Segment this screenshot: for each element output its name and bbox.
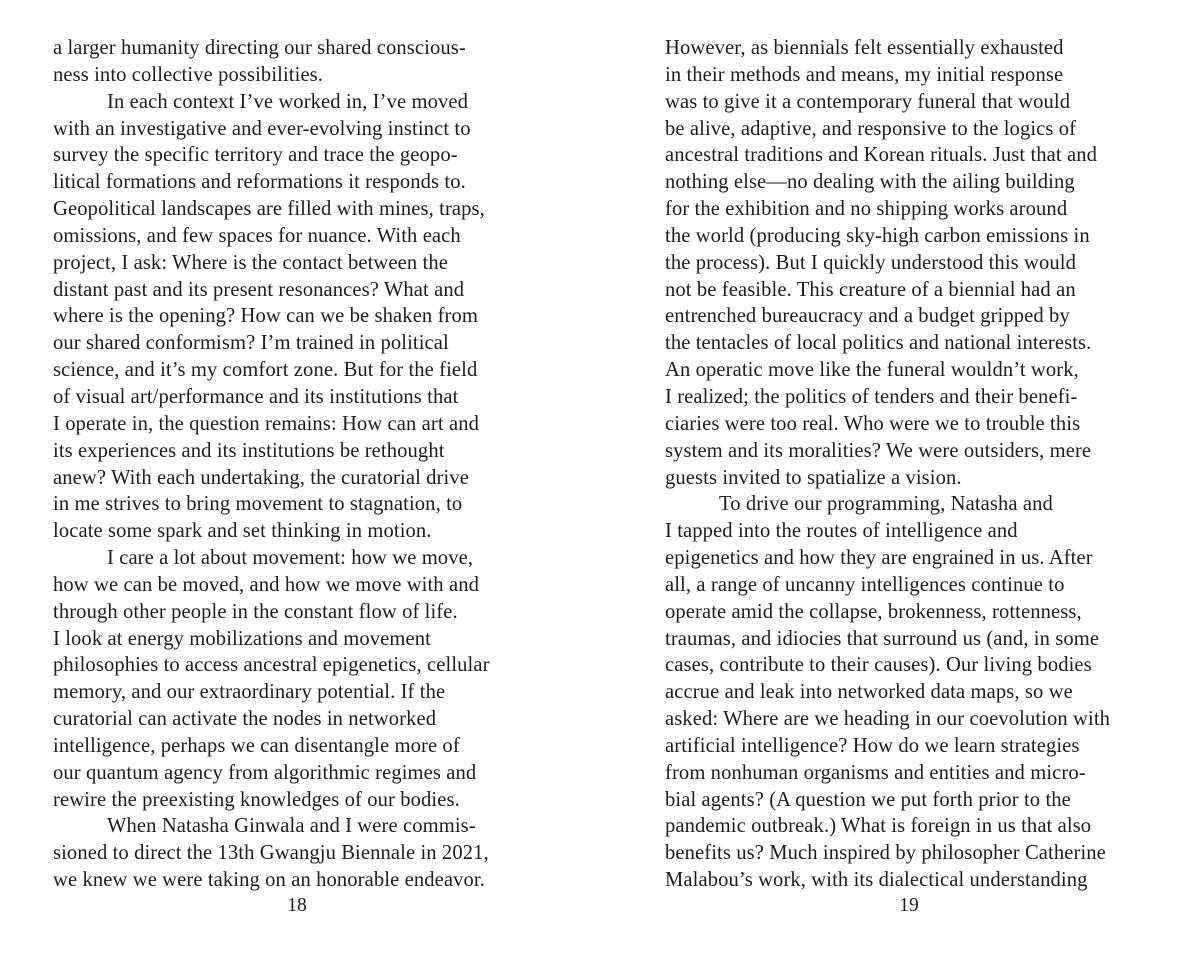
text-line: asked: Where are we heading in our coevolution with <box>665 708 1111 731</box>
text-line: where is the opening? How can we be shaken from <box>53 305 479 328</box>
text-line: omissions, and few spaces for nuance. With each <box>53 224 461 247</box>
page-number-right: 19 <box>899 895 919 916</box>
text-line: nothing else—no dealing with the ailing building <box>665 171 1075 194</box>
page-right-text-column <box>665 35 1153 894</box>
text-line: benefits us? Much inspired by philosopher Catherine <box>665 842 1106 865</box>
text-line: science, and it’s my comfort zone. But for the field <box>53 359 478 382</box>
text-line: entrenched bureaucracy and a budget gripped by <box>665 305 1070 328</box>
text-line: I realized; the politics of tenders and their benefi- <box>665 385 1078 408</box>
text-line: memory, and our extraordinary potential. If the <box>53 681 446 704</box>
text-line: litical formations and reformations it responds to. <box>53 171 466 194</box>
text-line: Malabou’s work, with its dialectical understanding <box>665 869 1088 892</box>
text-line: anew? With each undertaking, the curatorial drive <box>53 466 469 489</box>
text-line: project, I ask: Where is the contact between the <box>53 251 448 274</box>
text-line: the tentacles of local politics and national interests. <box>665 332 1092 355</box>
text-line: system and its moralities? We were outsiders, mere <box>665 439 1092 462</box>
text-line: operate amid the collapse, brokenness, rottenness, <box>665 600 1082 623</box>
text-line: the process). But I quickly understood this would <box>665 251 1077 274</box>
page-number-left: 18 <box>287 895 307 916</box>
page-left-text-column <box>53 35 541 894</box>
text-line: the world (producing sky-high carbon emissions in <box>665 224 1090 247</box>
text-line: our shared conformism? I’m trained in political <box>53 332 449 355</box>
text-line: from nonhuman organisms and entities and micro- <box>665 761 1086 784</box>
text-line: traumas, and idiocies that surround us (and, in some <box>665 627 1100 650</box>
text-line: our quantum agency from algorithmic regimes and <box>53 761 477 784</box>
text-line: Geopolitical landscapes are filled with mines, traps, <box>53 198 485 221</box>
text-line: curatorial can activate the nodes in networked <box>53 708 437 731</box>
text-line: epigenetics and how they are engrained in us. After <box>665 547 1093 570</box>
text-line: However, as biennials felt essentially exhausted <box>665 37 1064 59</box>
text-line: with an investigative and ever-evolving instinct to <box>53 117 471 140</box>
text-line: not be feasible. This creature of a biennial had an <box>665 278 1076 301</box>
text-line: in their methods and means, my initial response <box>665 63 1064 86</box>
text-line: I operate in, the question remains: How can art and <box>53 412 479 435</box>
text-line: To drive our programming, Natasha and <box>719 493 1053 516</box>
text-line: for the exhibition and no shipping works around <box>665 198 1068 221</box>
text-line: a larger humanity directing our shared conscious- <box>53 37 466 59</box>
text-line: artificial intelligence? How do we learn strategies <box>665 734 1080 757</box>
text-line: I tapped into the routes of intelligence and <box>665 520 1018 543</box>
text-line: locate some spark and set thinking in motion. <box>53 520 432 543</box>
text-line: in me strives to bring movement to stagnation, to <box>53 493 463 516</box>
text-line: ness into collective possibilities. <box>53 63 324 86</box>
text-line: When Natasha Ginwala and I were commis- <box>107 815 476 838</box>
text-line: through other people in the constant flow of life. <box>53 600 458 623</box>
text-line: was to give it a contemporary funeral that would <box>665 90 1071 113</box>
text-line: guests invited to spatialize a vision. <box>665 466 962 489</box>
text-line: philosophies to access ancestral epigenetics, cellular <box>53 654 490 677</box>
text-line: intelligence, perhaps we can disentangle more of <box>53 734 460 757</box>
text-line: cases, contribute to their causes). Our living bodies <box>665 654 1092 677</box>
text-line: In each context I’ve worked in, I’ve moved <box>107 90 469 113</box>
text-line: sioned to direct the 13th Gwangju Biennale in 2021, <box>53 842 489 865</box>
text-line: ancestral traditions and Korean rituals. Just that and <box>665 144 1098 167</box>
text-line: of visual art/performance and its institutions that <box>53 385 459 408</box>
text-line: distant past and its present resonances? What and <box>53 278 465 301</box>
text-line: pandemic outbreak.) What is foreign in us that also <box>665 815 1092 838</box>
text-line: rewire the preexisting knowledges of our bodies. <box>53 788 460 811</box>
text-line: we knew we were taking on an honorable endeavor. <box>53 869 485 892</box>
text-line: I look at energy mobilizations and movement <box>53 627 431 650</box>
text-line: its experiences and its institutions be rethought <box>53 439 445 462</box>
text-line: An operatic move like the funeral wouldn’t work, <box>665 359 1079 382</box>
text-line: accrue and leak into networked data maps, so we <box>665 681 1073 704</box>
text-line: bial agents? (A question we put forth prior to the <box>665 788 1071 811</box>
text-line: be alive, adaptive, and responsive to the logics of <box>665 117 1077 140</box>
text-line: I care a lot about movement: how we move, <box>107 547 474 570</box>
text-line: ciaries were too real. Who were we to trouble this <box>665 412 1081 435</box>
text-line: survey the specific territory and trace the geopo- <box>53 144 458 167</box>
text-line: all, a range of uncanny intelligences continue to <box>665 573 1065 596</box>
text-line: how we can be moved, and how we move with and <box>53 573 479 596</box>
